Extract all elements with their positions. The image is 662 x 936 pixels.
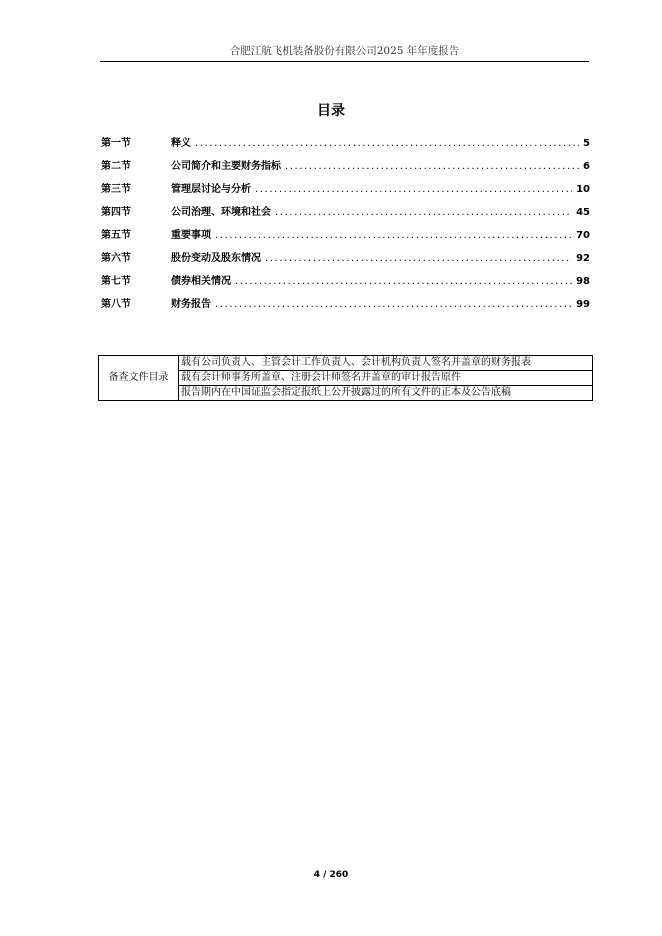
reference-document-item: 载有会计师事务所盖章、注册会计师签名并盖章的审计报告原件 [179,371,593,386]
toc-section-name: 公司治理、环境和社会 [171,207,271,218]
toc-leader-dots [215,229,572,243]
toc-entry-8[interactable] [101,298,590,321]
toc-leader-dots [255,183,572,197]
toc-section-number: 第二节 [101,161,131,172]
toc-section-name: 债券相关情况 [171,276,231,287]
toc-section-number: 第七节 [101,276,131,287]
toc-page-number: 99 [576,299,590,310]
toc-page-number: 45 [576,207,590,218]
toc-leader-dots [235,275,572,289]
toc-page-number: 98 [576,276,590,287]
toc-section-name: 重要事项 [171,230,211,241]
header-title: 合肥江航飞机装备股份有限公司2025 年年度报告 [229,45,460,57]
toc-entry-3[interactable] [101,183,590,206]
reference-document-item: 载有公司负责人、主管会计工作负责人、会计机构负责人签名并盖章的财务报表 [179,356,593,371]
reference-document-item: 报告期内在中国证监会指定报纸上公开披露过的所有文件的正本及公告底稿 [179,386,593,401]
toc-section-number: 第八节 [101,299,131,310]
toc-section-name: 股份变动及股东情况 [171,253,261,264]
toc-entry-4[interactable] [101,206,590,229]
toc-section-name: 公司简介和主要财务指标 [171,161,281,172]
toc-section-name: 管理层讨论与分析 [171,184,251,195]
toc-entry-1[interactable] [101,137,590,160]
toc-section-number: 第一节 [101,138,131,149]
toc-section-number: 第三节 [101,184,131,195]
header-divider [100,61,589,62]
toc-page-number: 5 [583,138,590,149]
toc-entry-7[interactable] [101,275,590,298]
toc-section-number: 第六节 [101,253,131,264]
toc-entry-2[interactable] [101,160,590,183]
toc-entry-5[interactable] [101,229,590,252]
toc-page-number: 6 [583,161,590,172]
toc-title: 目录 [317,103,345,119]
reference-documents-table [98,355,593,401]
toc-leader-dots [265,252,572,266]
toc-entry-6[interactable] [101,252,590,275]
toc-page-number: 10 [576,184,590,195]
toc-leader-dots [195,137,579,151]
toc-leader-dots [275,206,572,220]
toc-leader-dots [215,298,572,312]
table-row [99,356,593,371]
toc-section-name: 释义 [171,138,191,149]
toc-leader-dots [285,160,579,174]
toc-section-number: 第五节 [101,230,131,241]
page-number: 4 / 260 [313,870,349,880]
toc-page-number: 70 [576,230,590,241]
table-of-contents [101,137,590,321]
toc-page-number: 92 [576,253,590,264]
reference-documents-label: 备查文件目录 [99,356,179,401]
toc-section-name: 财务报告 [171,299,211,310]
toc-section-number: 第四节 [101,207,131,218]
